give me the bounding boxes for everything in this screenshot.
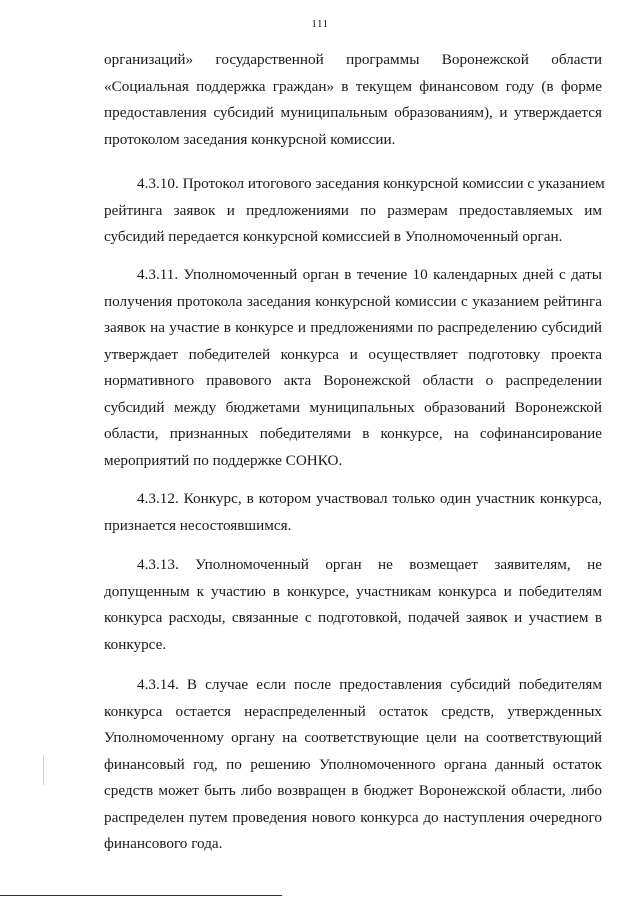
paragraph-continuation — [104, 47, 602, 153]
paragraph-4-3-11 — [104, 262, 602, 474]
text-line: субсидий между бюджетами муниципальных образований Воронежской — [104, 398, 602, 416]
text-line: конкурсе. — [104, 635, 167, 653]
paragraph-4-3-10 — [104, 171, 605, 251]
text-line: финансовый год, по решению Уполномоченного органа данный остаток — [104, 755, 602, 773]
text-line: 4.3.10. Протокол итогового заседания конкурсной комиссии с указанием — [137, 175, 605, 192]
text-line: 4.3.13. Уполномоченный орган не возмещает заявителям, не — [137, 556, 602, 573]
text-line: конкурса расходы, связанные с подготовкой, подачей заявок и участием в — [104, 609, 602, 626]
text-line: организаций» государственной программы Воронежской области — [104, 51, 602, 68]
paragraph-4-3-12 — [104, 486, 602, 539]
text-line: предоставления субсидий муниципальным образованиям), и утверждается — [104, 104, 602, 121]
scan-artifact-mark — [43, 755, 44, 785]
text-line: 4.3.12. Конкурс, в котором участвовал только один участник конкурса, — [137, 490, 602, 507]
page-number: 111 — [311, 18, 329, 30]
paragraph-4-3-14 — [104, 672, 602, 858]
text-line: «Социальная поддержка граждан» в текущем финансовом году (в форме — [104, 77, 602, 95]
text-line: получения протокола заседания конкурсной комиссии с указанием рейтинга — [104, 292, 602, 310]
text-line: субсидий передается конкурсной комиссией в Уполномоченный орган. — [104, 228, 563, 245]
footer-rule — [0, 895, 282, 896]
text-line: заявок на участие в конкурсе и предложениями по распределению субсидий — [104, 319, 602, 336]
text-line: распределен путем проведения нового конкурса до наступления очередного — [104, 808, 602, 826]
text-line: мероприятий по поддержке СОНКО. — [104, 451, 343, 469]
text-line: признается несостоявшимся. — [104, 516, 292, 534]
text-line: Уполномоченному органу на соответствующие цели на соответствующий — [104, 729, 602, 746]
text-line: рейтинга заявок и предложениями по размерам предоставляемых им — [104, 201, 602, 219]
text-line: 4.3.11. Уполномоченный орган в течение 10 календарных дней с даты — [137, 266, 602, 283]
text-line: допущенным к участию в конкурсе, участникам конкурса и победителям — [104, 582, 602, 600]
text-line: утверждает победителей конкурса и осуществляет подготовку проекта — [104, 345, 602, 363]
text-line: протоколом заседания конкурсной комиссии. — [104, 130, 396, 148]
paragraph-4-3-13 — [104, 552, 602, 658]
text-line: конкурса остается нераспределенный остаток средств, утвержденных — [104, 702, 602, 720]
text-line: средств может быть либо возвращен в бюджет Воронежской области, либо — [104, 782, 602, 799]
text-line: финансового года. — [104, 835, 223, 852]
text-line: области, признанных победителями в конкурсе, на софинансирование — [104, 425, 602, 442]
text-line: нормативного правового акта Воронежской области о распределении — [104, 372, 602, 389]
text-line: 4.3.14. В случае если после предоставления субсидий победителям — [137, 676, 602, 693]
